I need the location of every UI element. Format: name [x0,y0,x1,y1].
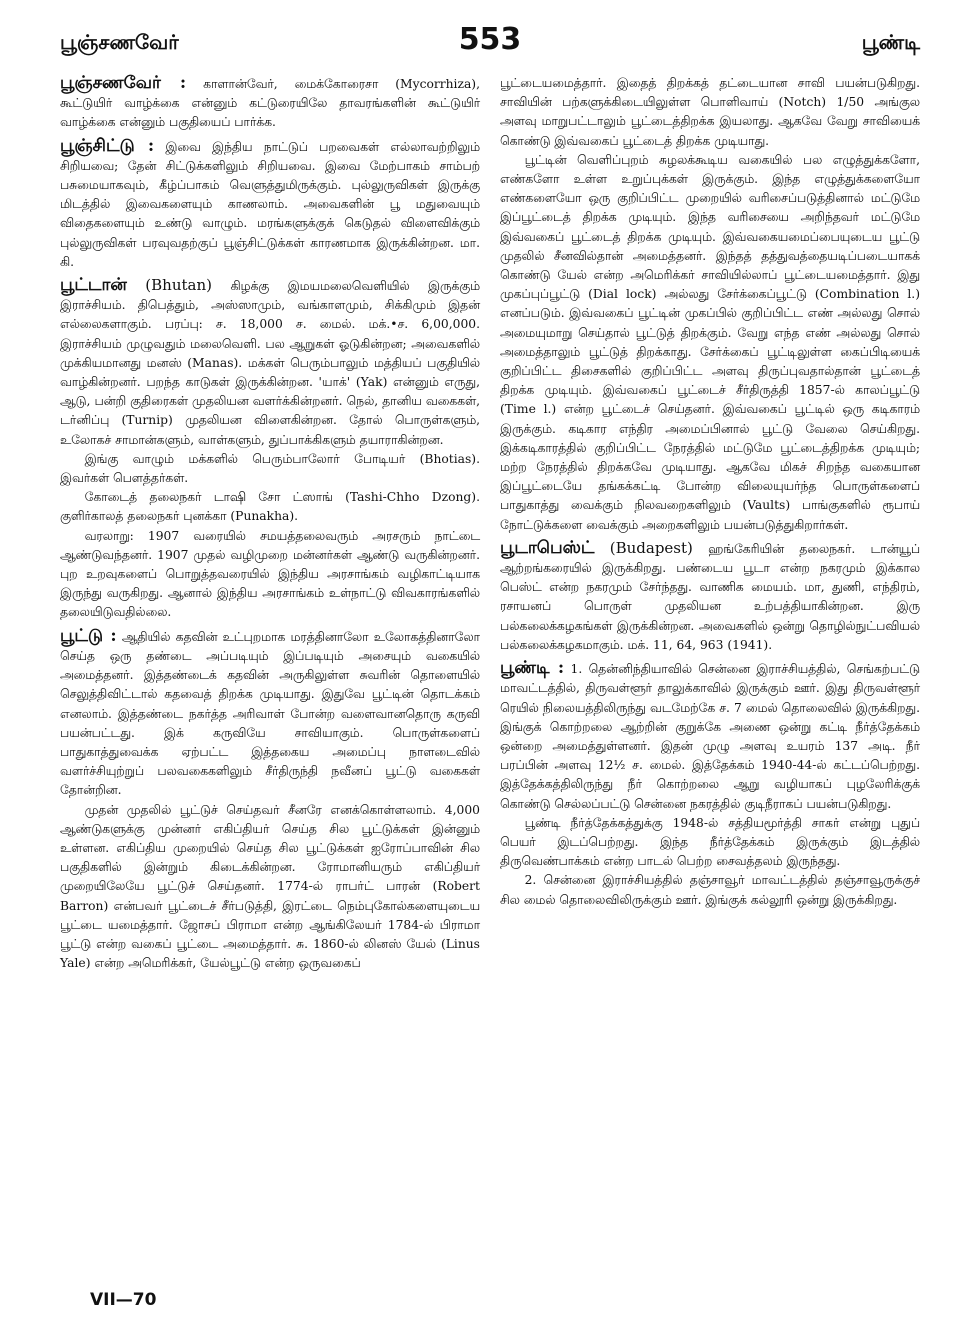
signature-mark: VII—70 [90,1290,157,1310]
entry-headword: பூண்டி : [500,658,565,679]
entry-poonchittu [60,137,480,272]
entry-paragraph: பூட்டையமைத்தார். இதைத் திறக்கத் தட்டையான சாவி பயன்படுகிறது. சாவியின் பற்களுக்கிடையிலுள்ள பொளிவாய் (Notch) 1/50 அங்குல அளவு மாறுபட்டாலும் பூட்டைத்திறக்க இயலாது. ஆகவே வேறு சாவியைக் கொண்டு இவ்வகைப் பூட்டைத் திறக்க முடியாது. [500,76,920,148]
text-columns [60,74,920,977]
page-header [60,22,920,66]
page-number: 553 [458,22,522,57]
entry-text: இவை இந்திய நாட்டுப் பறவைகள் எல்லாவற்றிலும் சிறியவை; தேன் சிட்டுக்களிலும் சிறியவை. இவை மேற்பாகம் சாம்பற் பசுமையாகவும், கீழ்ப்பாகம் வெளுத்துமிருக்கும். புல்லுருவிகள் இருக்கு மிடத்தில் இவைகளையும் காணலாம். அவைகளின் பூ மதுவையும் விதைகளையும் உண்டு வாழும். மரங்களுக்குக் கெடுதல் விளைவிக்கும் புல்லுருவிகள் பரவுவதற்குப் பூஞ்சிட்டுக்கள் காரணமாக இருக்கின்றன. மா. கி. [60,139,480,269]
entry-text: 1. தென்னிந்தியாவில் சென்னை இராச்சியத்தில், செங்கற்பட்டு மாவட்டத்தில், திருவள்ளூர் தாலுக்காவில் இருக்கும் ஊர். இது திருவள்ளூர் ரெயில் நிலையத்திலிருந்து வடமேற்கே ச. 7 மைல் தொலைவில் இருக்கிறது. இங்குக் கொற்றலை ஆற்றின் குறுக்கே அணை ஒன்று கட்டி நீர்த்தேக்கம் ஒன்றை அமைத்துள்ளனர். இதன் முழு அளவு உயரம் 137 அடி. நீர் பரப்பின் அளவு 12½ ச. மைல். இத்தேக்கம் 1940-44-ல் கட்டப்பெற்றது. இத்தேக்கத்திலிருந்து நீர் கொற்றலை ஆறு வழியாகப் புழலேரிக்குக் கொண்டு செல்லப்பட்டு சென்னை நகரத்தில் குடிநீராகப் பயன்படுகிறது. [500,662,920,811]
entry-paragraph: இங்கு வாழும் மக்களில் பெரும்பாலோர் போடியர் (Bhotias). இவர்கள் பௌத்தர்கள். [60,451,480,486]
entry-latin-name: (Bhutan) [145,276,212,295]
right-column [500,74,920,977]
entry-poonchanaver [60,74,480,133]
entry-paragraph: வரலாறு: 1907 வரையில் சமயத்தலைவரும் அரசரும் நாட்டை ஆண்டுவந்தனர். 1907 முதல் வழிமுறை மன்னர்கள் ஆண்டு வருகின்றனர். புற உறவுகளைப் பொறுத்தவரையில் இந்திய அரசாங்கம் வழிகாட்டியாக இருந்து வருகிறது. ஆனால் இந்திய அரசாங்கம் உள்நாட்டு விவகாரங்களில் தலையிடுவதில்லை. [60,528,480,620]
header-last-word: பூண்டி [861,30,920,54]
entry-headword: பூஞ்சணவேர் : [60,73,187,93]
entry-text: கிழக்கு இமயமலைவெளியில் இருக்கும் இராச்சியம். திபெத்தும், அஸ்ஸாமும், வங்காளமும், சிக்கிமும் இதன் எல்லைகளாகும். பரப்பு: ச. 18,000 ச. மைல். மக்.•ச. 6,00,000. இராச்சியம் முழுவதும் மலைவெளி. பல ஆறுகள் ஓடுகின்றன; அவைகளில் முக்கியமானது மனஸ் (Manas). மக்கள் பெரும்பாலும் மத்தியப் பகுதியில் வாழ்கின்றனர். பறந்த காடுகள் இருக்கின்றன. 'யாக்' (Yak) என்னும் எருது, ஆடு, பன்றி குதிரைகள் முதலியன வளர்க்கின்றனர். நெல், தானிய வகைகள், டர்னிப்பு (Turnip) முதலியன விளைகின்றன. தோல் பொருள்களும், உலோகச் சாமான்களும், வாள்களும், துப்பாக்கிகளும் தயாராகின்றன. [60,279,480,447]
entry-bhutan [60,276,480,623]
entry-paragraph: முதன் முதலில் பூட்டுச் செய்தவர் சீனரே எனக்கொள்ளலாம். 4,000 ஆண்டுகளுக்கு முன்னர் எகிப்தியர் செய்த சில பூட்டுக்கள் இன்னும் உள்ளன. எகிப்திய முறையில் செய்த சில பூட்டுக்கள் ஐரோப்பாவின் சில பகுதிகளில் இன்றும் கிடைக்கின்றன. ரோமானியரும் எகிப்தியர் முறையிலேயே பூட்டுச் செய்தனர். 1774-ல் ராபர்ட் பாரன் (Robert Barron) என்பவர் பூட்டைச் சீர்படுத்தி, இரட்டை நெம்புகோல்களையுடைய பூட்டை யமைத்தார். ஜோசப் பிராமா என்ற ஆங்கிலேயர் 1784-ல் பிராமா பூட்டு என்ற வகைப் பூட்டை அமைத்தார். சு. 1860-ல் லினஸ் யேல் (Linus Yale) என்ற அமெரிக்கர், யேல்பூட்டு என்ற ஒருவகைப் [60,802,480,971]
entry-poottu [60,627,480,974]
header-first-word: பூஞ்சணவேர் [60,30,179,54]
entry-headword: பூட்டு : [60,625,117,646]
entry-paragraph: கோடைத் தலைநகர் டாஷி சோ ட்ஸாங் (Tashi-Chho Dzong). குளிர்காலத் தலைநகர் புனக்கா (Punakha). [60,490,480,524]
entry-text: ஆதியில் கதவின் உட்புறமாக மரத்தினாலோ உலோகத்தினாலோ செய்த ஒரு தண்டை அப்படியும் இப்படியும் அசையும் வகையில் அமைத்தனர். இத்தண்டைக் கதவின் அருகிலுள்ள சுவரின் தொளையில் செலுத்திவிட்டால் கதவைத் திறக்க முடியாது. இதுவே பூட்டின் தொடக்கம் எனலாம். இத்தண்டை நகர்த்த அரிவாள் போன்ற வளைவானதொரு கருவி பயன்பட்டது. இக் கருவியே சாவியாகும். பொருள்களைப் பாதுகாத்துவைக்க ஏற்பட்ட இத்தகைய அமைப்பு நாளடைவில் வளர்ச்சியுற்றுப் பலவகைகளிலும் சீர்திருந்தி நவீனப் பூட்டு வகைகள் தோன்றின. [60,629,480,798]
entry-text: ஹங்கேரியின் தலைநகர். டான்யூப் ஆற்றங்கரையில் இருக்கிறது. பண்டைய பூடா என்ற நகரமும் இக்கால பெஸ்ட் என்ற நகரமும் சேர்ந்தது. வாணிக மையம். மா, துணி, எந்திரம், ரசாயனப் பொருள் முதலியன உற்பத்தியாகின்றன. இரு பல்கலைக்கழகங்கள் இருக்கின்றன. அவைகளில் ஒன்று தொழில்நுட்பவியல் பல்கலைக்கழகமாகும். மக். 11, 64, 963 (1941). [500,541,920,652]
entry-paragraph: 2. சென்னை இராச்சியத்தில் தஞ்சாவூர் மாவட்டத்தில் தஞ்சாவூருக்குச் சில மைல் தொலைவிலிருக்கும் ஊர். இங்குக் கல்லூரி ஒன்று இருக்கிறது. [500,873,920,907]
left-column [60,74,480,977]
entry-poottu-continued [500,74,920,535]
entry-text: காளான்வேர், மைக்கோரைசா (Mycorrhiza), கூட்டுயிர் வாழ்க்கை என்னும் கட்டுரையிலே தாவரங்களின் கூட்டுயிர் வாழ்க்கை என்னும் பகுதியைப் பார்க்க. [60,77,480,130]
entry-paragraph: பூண்டி நீர்த்தேக்கத்துக்கு 1948-ல் சத்தியமூர்த்தி சாகர் என்று புதுப் பெயர் இடப்பெற்றது. இந்த நீர்த்தேக்கம் இருக்கும் இடத்தில் திருவெண்பாக்கம் என்ற பாடல் பெற்ற சைவத்தலம் இருந்தது. [500,815,920,869]
entry-poondi [500,659,920,910]
entry-headword: பூடாபெஸ்ட் [500,537,595,558]
entry-latin-name: (Budapest) [609,538,693,557]
entry-headword: பூட்டான் [60,275,127,296]
entry-budapest [500,539,920,655]
entry-headword: பூஞ்சிட்டு : [60,135,155,156]
entry-paragraph: பூட்டின் வெளிப்புறம் சுழலக்கூடிய வகையில் பல எழுத்துக்களோ, எண்களோ உள்ள உறுப்புக்கள் இருக்கும். இந்த எழுத்துக்களையோ எண்களையோ ஒரு குறிப்பிட்ட முறையில் வரிசைப்படுத்தினால் மட்டுமே இப்பூட்டைத் திறக்க முடியும். இந்த வரிசையை அறிந்தவர் மட்டுமே இவ்வகைப் பூட்டைத் திறக்க முடியும். இவ்வகையமைப்பையுடைய பூட்டு முதலில் சீனவில்தான் அமைத்தனர். இந்தத் தத்துவத்தையடிப்படையாகக் கொண்டு யேல் என்ற அமெரிக்கர் சாவியில்லாப் பூட்டையமைத்தார். இது முகப்புப்பூட்டு (Dial lock) அல்லது சேர்க்கைப்பூட்டு (Combination l.) எனப்படும். இவ்வகைப் பூட்டின் முகப்பில் குறிப்பிட்ட எண் அல்லது சொல் அமையுமாறு செய்தால் பூட்டுத் திறக்கும். வேறு எந்த எண் அல்லது சொல் அமைத்தாலும் பூட்டுத் திறக்காது. சேர்க்கைப் பூட்டிலுள்ள கைப்பிடியைக் குறிப்பிட்ட திசைகளில் குறிப்பிட்ட அளவு திருப்புவதால்தான் பூட்டைத் திறக்க முடியும். இவ்வகைப் பூட்டைச் சீர்திருத்தி 1857-ல் காலப்பூட்டு (Time l.) என்ற பூட்டைச் செய்தனர். இவ்வகைப் பூட்டில் ஒரு கடிகாரம் இருக்கும். கடிகார எந்திர அமைப்பினால் பூட்டு வேலை செய்கிறது. இக்கடிகாரத்தில் குறிப்பிட்ட நேரத்தில் மட்டுமே பூட்டைத்திறக்க முடியும்; மற்ற நேரத்தில் திறக்கவே முடியாது. ஆகவே மிகச் சிறந்த வகையான இப்பூட்டையே தங்கக்கட்டி போன்ற விலையுயர்ந்த பொருள்களைப் பாதுகாத்து வைக்கும் நிலவறைகளிலும் (Vaults) பாங்குகளில் ரூபாய் நோட்டுக்களை வைக்கும் அறைகளிலும் பயன்படுத்துகிறார்கள். [500,152,920,532]
